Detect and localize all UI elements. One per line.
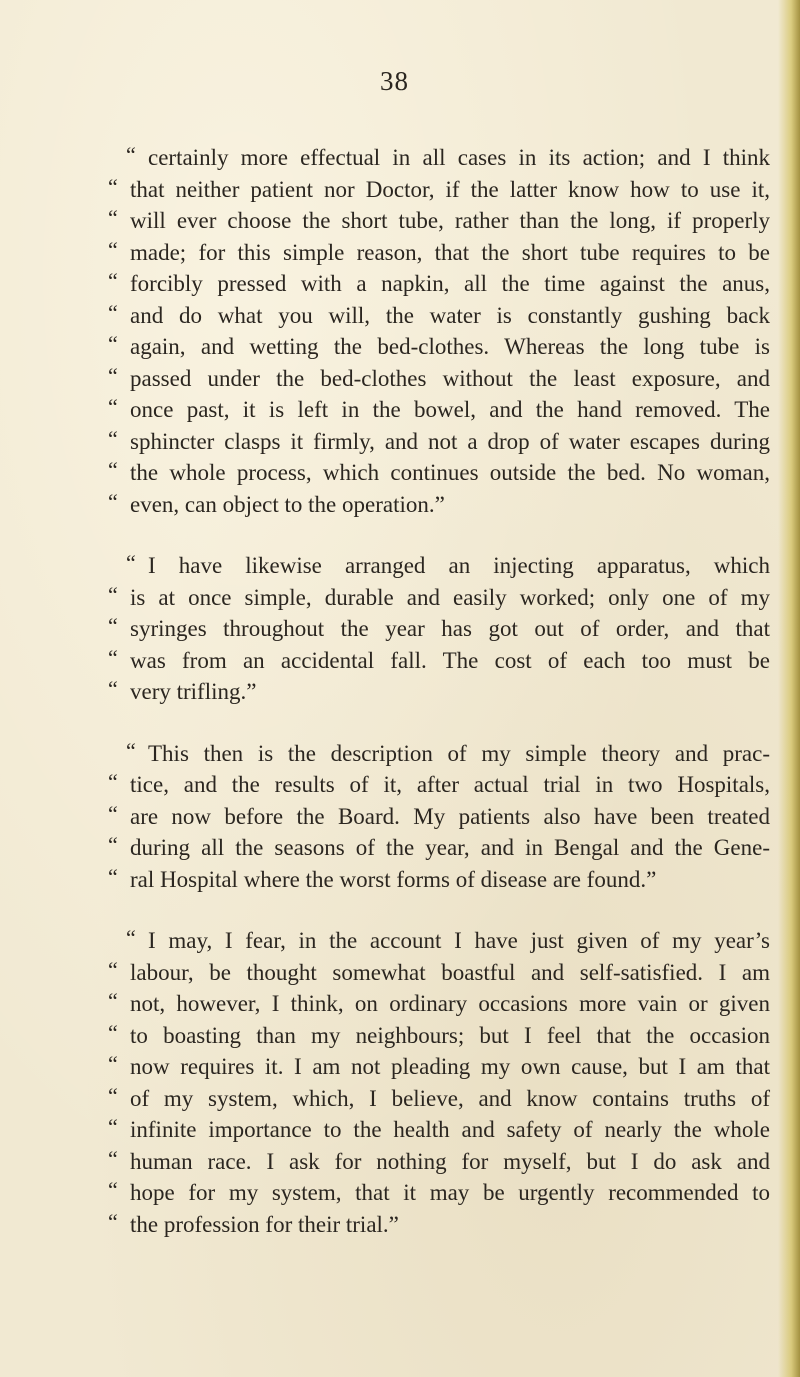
line-text: the profession for their trial.” (130, 1211, 399, 1237)
quote-mark: “ (108, 394, 118, 419)
text-line (104, 1177, 770, 1209)
quote-mark: “ (126, 142, 136, 167)
quote-mark: “ (108, 1208, 118, 1234)
line-text: even, can object to the operation.” (130, 491, 445, 517)
line-text: made; for this simple reason, that the short tube requires to be (130, 239, 770, 265)
line-text: tice, and the results of it, after actual trial in two Hospitals, (130, 772, 770, 797)
line-text: and do what you will, the water is constantly gushing back (130, 302, 770, 328)
line-text: will ever choose the short tube, rather than the long, if properly (130, 208, 770, 233)
text-line (104, 1051, 770, 1083)
quote-mark: “ (108, 1051, 118, 1076)
line-text: not, however, I think, on ordinary occasions more vain or given (130, 991, 770, 1016)
text-line (104, 205, 770, 237)
text-line (104, 1114, 770, 1146)
page-edge-shadow (778, 0, 800, 1377)
text-line (104, 489, 770, 521)
line-text: the whole process, which continues outside the bed. No woman, (130, 460, 770, 485)
line-text: was from an accidental fall. The cost of each too must be (130, 647, 770, 673)
text-line (104, 988, 770, 1020)
quote-mark: “ (126, 550, 136, 575)
line-text: that neither patient nor Doctor, if the latter know how to use it, (130, 176, 770, 202)
text-line (104, 174, 770, 206)
line-text: labour, be thought somewhat boastful and self-satisfied. I am (130, 959, 770, 985)
quote-mark: “ (108, 769, 118, 794)
quote-mark: “ (108, 1082, 118, 1108)
line-text: now requires it. I am not pleading my own cause, but I am that (130, 1054, 770, 1079)
quote-mark: “ (108, 268, 118, 293)
line-text: again, and wetting the bed-clothes. Whereas the long tube is (130, 334, 770, 359)
paragraph (104, 738, 770, 896)
quote-mark: “ (108, 956, 118, 982)
quote-mark: “ (108, 1114, 118, 1139)
line-text: certainly more effectual in all cases in its action; and I think (148, 145, 770, 170)
text-line (104, 550, 770, 582)
line-text: during all the seasons of the year, and in Bengal and the Gene- (130, 835, 770, 860)
quote-mark: “ (108, 362, 118, 388)
line-text: are now before the Board. My patients also have been treated (130, 803, 770, 829)
body-text (104, 142, 770, 1270)
line-text: of my system, which, I believe, and know contains truths of (130, 1085, 770, 1111)
line-text: once past, it is left in the bowel, and the hand removed. The (130, 397, 770, 422)
text-line (104, 426, 770, 458)
quote-mark: “ (108, 331, 118, 356)
quote-mark: “ (126, 925, 136, 950)
text-line (104, 457, 770, 489)
text-line (104, 925, 770, 957)
quote-mark: “ (108, 205, 118, 230)
line-text: very trifling.” (130, 679, 257, 704)
paragraph (104, 550, 770, 708)
line-text: to boasting than my neighbours; but I feel that the occasion (130, 1022, 770, 1048)
text-line (104, 300, 770, 332)
text-line (104, 676, 770, 708)
line-text: infinite importance to the health and safety of nearly the whole (130, 1117, 770, 1142)
quote-mark: “ (108, 173, 118, 199)
quote-mark: “ (108, 988, 118, 1013)
paragraph (104, 142, 770, 520)
text-line (104, 832, 770, 864)
text-line (104, 769, 770, 801)
line-text: I have likewise arranged an injecting apparatus, which (148, 553, 770, 578)
page-number: 38 (380, 66, 409, 96)
line-text: human race. I ask for nothing for myself, but I do ask and (130, 1148, 770, 1174)
text-line (104, 582, 770, 614)
quote-mark: “ (108, 457, 118, 482)
quote-mark: “ (108, 488, 118, 514)
quote-mark: “ (108, 581, 118, 607)
quote-mark: “ (108, 299, 118, 325)
quote-mark: “ (126, 737, 136, 763)
quote-mark: “ (108, 1145, 118, 1171)
line-text: I may, I fear, in the account I have just given of my year’s (148, 928, 770, 953)
quote-mark: “ (108, 832, 118, 857)
line-text: syringes throughout the year has got out of order, and that (130, 616, 770, 641)
quote-mark: “ (108, 236, 118, 262)
text-line (104, 738, 770, 770)
quote-mark: “ (108, 644, 118, 670)
line-text: hope for my system, that it may be urgently recommended to (130, 1180, 770, 1205)
line-text: This then is the description of my simple theory and prac- (148, 740, 770, 766)
text-line (104, 268, 770, 300)
text-line (104, 1146, 770, 1178)
text-line (104, 613, 770, 645)
line-text: forcibly pressed with a napkin, all the time against the anus, (130, 271, 770, 296)
text-line (104, 801, 770, 833)
quote-mark: “ (108, 1019, 118, 1045)
text-line (104, 142, 770, 174)
quote-mark: “ (108, 863, 118, 889)
text-line (104, 394, 770, 426)
line-text: ral Hospital where the worst forms of disease are found.” (130, 866, 657, 892)
paragraph (104, 925, 770, 1240)
quote-mark: “ (108, 613, 118, 638)
quote-mark: “ (108, 1177, 118, 1202)
quote-mark: “ (108, 425, 118, 451)
text-line (104, 363, 770, 395)
line-text: sphincter clasps it firmly, and not a drop of water escapes during (130, 428, 770, 454)
text-line (104, 1020, 770, 1052)
text-line (104, 331, 770, 363)
quote-mark: “ (108, 800, 118, 826)
line-text: is at once simple, durable and easily worked; only one of my (130, 584, 770, 610)
line-text: passed under the bed-clothes without the least exposure, and (130, 365, 770, 391)
text-line (104, 645, 770, 677)
text-line (104, 864, 770, 896)
text-line (104, 237, 770, 269)
text-line (104, 1083, 770, 1115)
text-line (104, 1209, 770, 1241)
text-line (104, 957, 770, 989)
quote-mark: “ (108, 676, 118, 701)
